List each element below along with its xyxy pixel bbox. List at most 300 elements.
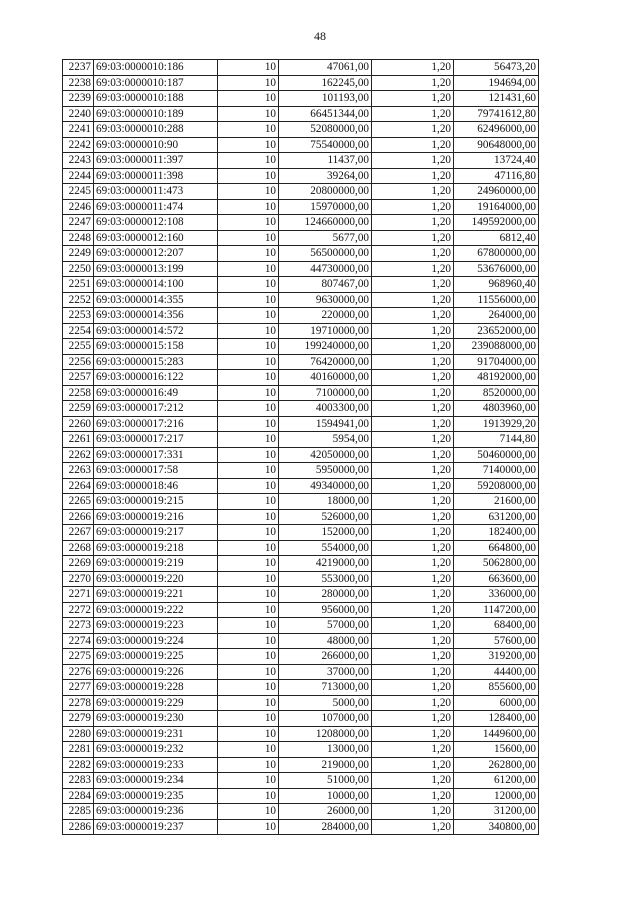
cadastral-value-cell: 19710000,00: [279, 323, 372, 339]
row-number-cell: 2268: [63, 540, 94, 556]
row-number-cell: 2274: [63, 633, 94, 649]
cadastral-value-cell: 713000,00: [279, 680, 372, 696]
cadastral-number-cell: 69:03:0000014:356: [94, 308, 218, 324]
table-row: [63, 308, 539, 324]
table-row: [63, 153, 539, 169]
result-value-cell: 31200,00: [454, 804, 539, 820]
cadastral-number-cell: 69:03:0000019:236: [94, 804, 218, 820]
table-row: [63, 385, 539, 401]
row-number-cell: 2282: [63, 757, 94, 773]
result-value-cell: 340800,00: [454, 819, 539, 835]
cadastral-number-cell: 69:03:0000019:221: [94, 587, 218, 603]
table-row: [63, 184, 539, 200]
coefficient-cell: 1,20: [372, 308, 454, 324]
table-row: [63, 339, 539, 355]
cadastral-value-cell: 5950000,00: [279, 463, 372, 479]
code-cell: 10: [218, 246, 279, 262]
coefficient-cell: 1,20: [372, 153, 454, 169]
coefficient-cell: 1,20: [372, 773, 454, 789]
cadastral-value-cell: 526000,00: [279, 509, 372, 525]
result-value-cell: 262800,00: [454, 757, 539, 773]
code-cell: 10: [218, 153, 279, 169]
cadastral-value-cell: 5954,00: [279, 432, 372, 448]
table-row: [63, 819, 539, 835]
cadastral-value-cell: 4003300,00: [279, 401, 372, 417]
row-number-cell: 2241: [63, 122, 94, 138]
coefficient-cell: 1,20: [372, 339, 454, 355]
table-row: [63, 246, 539, 262]
table-row: [63, 230, 539, 246]
code-cell: 10: [218, 184, 279, 200]
code-cell: 10: [218, 649, 279, 665]
coefficient-cell: 1,20: [372, 509, 454, 525]
coefficient-cell: 1,20: [372, 463, 454, 479]
cadastral-number-cell: 69:03:0000019:234: [94, 773, 218, 789]
row-number-cell: 2263: [63, 463, 94, 479]
result-value-cell: 11556000,00: [454, 292, 539, 308]
cadastral-value-cell: 26000,00: [279, 804, 372, 820]
result-value-cell: 7144,80: [454, 432, 539, 448]
coefficient-cell: 1,20: [372, 711, 454, 727]
coefficient-cell: 1,20: [372, 819, 454, 835]
coefficient-cell: 1,20: [372, 742, 454, 758]
cadastral-value-cell: 101193,00: [279, 91, 372, 107]
code-cell: 10: [218, 416, 279, 432]
code-cell: 10: [218, 401, 279, 417]
cadastral-number-cell: 69:03:0000010:188: [94, 91, 218, 107]
cadastral-value-cell: 1594941,00: [279, 416, 372, 432]
table-row: [63, 401, 539, 417]
result-value-cell: 15600,00: [454, 742, 539, 758]
row-number-cell: 2252: [63, 292, 94, 308]
cadastral-number-cell: 69:03:0000011:397: [94, 153, 218, 169]
row-number-cell: 2264: [63, 478, 94, 494]
cadastral-value-cell: 13000,00: [279, 742, 372, 758]
cadastral-value-cell: 49340000,00: [279, 478, 372, 494]
coefficient-cell: 1,20: [372, 199, 454, 215]
cadastral-number-cell: 69:03:0000019:231: [94, 726, 218, 742]
row-number-cell: 2248: [63, 230, 94, 246]
row-number-cell: 2271: [63, 587, 94, 603]
table-row: [63, 122, 539, 138]
code-cell: 10: [218, 618, 279, 634]
cadastral-number-cell: 69:03:0000013:199: [94, 261, 218, 277]
cadastral-number-cell: 69:03:0000017:58: [94, 463, 218, 479]
coefficient-cell: 1,20: [372, 649, 454, 665]
table-row: [63, 416, 539, 432]
cadastral-value-cell: 9630000,00: [279, 292, 372, 308]
coefficient-cell: 1,20: [372, 416, 454, 432]
result-value-cell: 4803960,00: [454, 401, 539, 417]
code-cell: 10: [218, 292, 279, 308]
coefficient-cell: 1,20: [372, 91, 454, 107]
code-cell: 10: [218, 478, 279, 494]
row-number-cell: 2242: [63, 137, 94, 153]
row-number-cell: 2281: [63, 742, 94, 758]
cadastral-number-cell: 69:03:0000011:473: [94, 184, 218, 200]
code-cell: 10: [218, 804, 279, 820]
cadastral-value-cell: 4219000,00: [279, 556, 372, 572]
cadastral-value-cell: 219000,00: [279, 757, 372, 773]
result-value-cell: 7140000,00: [454, 463, 539, 479]
result-value-cell: 21600,00: [454, 494, 539, 510]
coefficient-cell: 1,20: [372, 277, 454, 293]
table-row: [63, 664, 539, 680]
result-value-cell: 1147200,00: [454, 602, 539, 618]
code-cell: 10: [218, 432, 279, 448]
coefficient-cell: 1,20: [372, 757, 454, 773]
row-number-cell: 2247: [63, 215, 94, 231]
table-row: [63, 711, 539, 727]
code-cell: 10: [218, 525, 279, 541]
cadastral-number-cell: 69:03:0000019:228: [94, 680, 218, 696]
row-number-cell: 2272: [63, 602, 94, 618]
result-value-cell: 53676000,00: [454, 261, 539, 277]
cadastral-number-cell: 69:03:0000011:474: [94, 199, 218, 215]
cadastral-number-cell: 69:03:0000010:186: [94, 60, 218, 76]
cadastral-value-cell: 107000,00: [279, 711, 372, 727]
coefficient-cell: 1,20: [372, 633, 454, 649]
table-row: [63, 540, 539, 556]
coefficient-cell: 1,20: [372, 587, 454, 603]
cadastral-value-table: [62, 59, 539, 835]
table-row: [63, 323, 539, 339]
row-number-cell: 2243: [63, 153, 94, 169]
cadastral-value-cell: 7100000,00: [279, 385, 372, 401]
table-row: [63, 633, 539, 649]
cadastral-value-cell: 75540000,00: [279, 137, 372, 153]
cadastral-number-cell: 69:03:0000019:218: [94, 540, 218, 556]
code-cell: 10: [218, 354, 279, 370]
cadastral-value-cell: 47061,00: [279, 60, 372, 76]
row-number-cell: 2276: [63, 664, 94, 680]
cadastral-number-cell: 69:03:0000019:219: [94, 556, 218, 572]
cadastral-value-cell: 51000,00: [279, 773, 372, 789]
table-row: [63, 463, 539, 479]
row-number-cell: 2283: [63, 773, 94, 789]
row-number-cell: 2265: [63, 494, 94, 510]
code-cell: 10: [218, 571, 279, 587]
cadastral-value-cell: 199240000,00: [279, 339, 372, 355]
code-cell: 10: [218, 308, 279, 324]
cadastral-number-cell: 69:03:0000019:220: [94, 571, 218, 587]
row-number-cell: 2254: [63, 323, 94, 339]
result-value-cell: 968960,40: [454, 277, 539, 293]
cadastral-number-cell: 69:03:0000016:122: [94, 370, 218, 386]
cadastral-value-cell: 5677,00: [279, 230, 372, 246]
cadastral-number-cell: 69:03:0000017:331: [94, 447, 218, 463]
code-cell: 10: [218, 385, 279, 401]
table-row: [63, 370, 539, 386]
result-value-cell: 121431,60: [454, 91, 539, 107]
coefficient-cell: 1,20: [372, 230, 454, 246]
row-number-cell: 2275: [63, 649, 94, 665]
row-number-cell: 2280: [63, 726, 94, 742]
cadastral-number-cell: 69:03:0000010:288: [94, 122, 218, 138]
table-row: [63, 695, 539, 711]
table-row: [63, 742, 539, 758]
code-cell: 10: [218, 339, 279, 355]
result-value-cell: 663600,00: [454, 571, 539, 587]
coefficient-cell: 1,20: [372, 680, 454, 696]
result-value-cell: 57600,00: [454, 633, 539, 649]
cadastral-value-cell: 44730000,00: [279, 261, 372, 277]
cadastral-value-cell: 956000,00: [279, 602, 372, 618]
code-cell: 10: [218, 540, 279, 556]
coefficient-cell: 1,20: [372, 246, 454, 262]
result-value-cell: 8520000,00: [454, 385, 539, 401]
row-number-cell: 2245: [63, 184, 94, 200]
coefficient-cell: 1,20: [372, 261, 454, 277]
table-row: [63, 261, 539, 277]
result-value-cell: 319200,00: [454, 649, 539, 665]
table-row: [63, 432, 539, 448]
row-number-cell: 2277: [63, 680, 94, 696]
result-value-cell: 194694,00: [454, 75, 539, 91]
result-value-cell: 90648000,00: [454, 137, 539, 153]
row-number-cell: 2257: [63, 370, 94, 386]
result-value-cell: 1913929,20: [454, 416, 539, 432]
cadastral-number-cell: 69:03:0000019:235: [94, 788, 218, 804]
table-row: [63, 788, 539, 804]
cadastral-value-cell: 48000,00: [279, 633, 372, 649]
table-row: [63, 494, 539, 510]
row-number-cell: 2239: [63, 91, 94, 107]
coefficient-cell: 1,20: [372, 385, 454, 401]
coefficient-cell: 1,20: [372, 215, 454, 231]
cadastral-value-cell: 18000,00: [279, 494, 372, 510]
code-cell: 10: [218, 122, 279, 138]
coefficient-cell: 1,20: [372, 447, 454, 463]
cadastral-number-cell: 69:03:0000011:398: [94, 168, 218, 184]
cadastral-value-cell: 5000,00: [279, 695, 372, 711]
cadastral-number-cell: 69:03:0000019:215: [94, 494, 218, 510]
cadastral-value-cell: 20800000,00: [279, 184, 372, 200]
table-row: [63, 354, 539, 370]
coefficient-cell: 1,20: [372, 168, 454, 184]
cadastral-value-cell: 220000,00: [279, 308, 372, 324]
row-number-cell: 2262: [63, 447, 94, 463]
row-number-cell: 2256: [63, 354, 94, 370]
row-number-cell: 2255: [63, 339, 94, 355]
cadastral-number-cell: 69:03:0000010:189: [94, 106, 218, 122]
code-cell: 10: [218, 726, 279, 742]
result-value-cell: 23652000,00: [454, 323, 539, 339]
code-cell: 10: [218, 494, 279, 510]
result-value-cell: 91704000,00: [454, 354, 539, 370]
coefficient-cell: 1,20: [372, 292, 454, 308]
coefficient-cell: 1,20: [372, 60, 454, 76]
cadastral-value-cell: 807467,00: [279, 277, 372, 293]
coefficient-cell: 1,20: [372, 695, 454, 711]
coefficient-cell: 1,20: [372, 602, 454, 618]
coefficient-cell: 1,20: [372, 122, 454, 138]
cadastral-number-cell: 69:03:0000019:232: [94, 742, 218, 758]
cadastral-value-cell: 56500000,00: [279, 246, 372, 262]
table-row: [63, 292, 539, 308]
table-body: [63, 60, 539, 835]
cadastral-value-cell: 1208000,00: [279, 726, 372, 742]
result-value-cell: 13724,40: [454, 153, 539, 169]
row-number-cell: 2286: [63, 819, 94, 835]
row-number-cell: 2250: [63, 261, 94, 277]
cadastral-number-cell: 69:03:0000012:160: [94, 230, 218, 246]
result-value-cell: 44400,00: [454, 664, 539, 680]
cadastral-number-cell: 69:03:0000019:230: [94, 711, 218, 727]
code-cell: 10: [218, 106, 279, 122]
cadastral-value-cell: 152000,00: [279, 525, 372, 541]
cadastral-number-cell: 69:03:0000016:49: [94, 385, 218, 401]
code-cell: 10: [218, 509, 279, 525]
cadastral-number-cell: 69:03:0000019:229: [94, 695, 218, 711]
cadastral-value-cell: 11437,00: [279, 153, 372, 169]
coefficient-cell: 1,20: [372, 804, 454, 820]
code-cell: 10: [218, 199, 279, 215]
cadastral-value-cell: 37000,00: [279, 664, 372, 680]
table-row: [63, 60, 539, 76]
result-value-cell: 79741612,80: [454, 106, 539, 122]
code-cell: 10: [218, 757, 279, 773]
coefficient-cell: 1,20: [372, 106, 454, 122]
cadastral-number-cell: 69:03:0000015:158: [94, 339, 218, 355]
row-number-cell: 2279: [63, 711, 94, 727]
coefficient-cell: 1,20: [372, 571, 454, 587]
code-cell: 10: [218, 447, 279, 463]
code-cell: 10: [218, 277, 279, 293]
coefficient-cell: 1,20: [372, 370, 454, 386]
code-cell: 10: [218, 230, 279, 246]
row-number-cell: 2266: [63, 509, 94, 525]
result-value-cell: 336000,00: [454, 587, 539, 603]
table-row: [63, 649, 539, 665]
row-number-cell: 2261: [63, 432, 94, 448]
code-cell: 10: [218, 91, 279, 107]
table-row: [63, 804, 539, 820]
table-row: [63, 556, 539, 572]
cadastral-number-cell: 69:03:0000019:224: [94, 633, 218, 649]
row-number-cell: 2267: [63, 525, 94, 541]
table-row: [63, 757, 539, 773]
row-number-cell: 2259: [63, 401, 94, 417]
page-number: 48: [314, 29, 326, 43]
row-number-cell: 2238: [63, 75, 94, 91]
coefficient-cell: 1,20: [372, 525, 454, 541]
cadastral-value-cell: 40160000,00: [279, 370, 372, 386]
row-number-cell: 2253: [63, 308, 94, 324]
cadastral-number-cell: 69:03:0000014:355: [94, 292, 218, 308]
cadastral-number-cell: 69:03:0000019:226: [94, 664, 218, 680]
code-cell: 10: [218, 137, 279, 153]
row-number-cell: 2273: [63, 618, 94, 634]
table-row: [63, 168, 539, 184]
code-cell: 10: [218, 370, 279, 386]
row-number-cell: 2285: [63, 804, 94, 820]
cadastral-value-cell: 15970000,00: [279, 199, 372, 215]
result-value-cell: 59208000,00: [454, 478, 539, 494]
row-number-cell: 2240: [63, 106, 94, 122]
coefficient-cell: 1,20: [372, 184, 454, 200]
coefficient-cell: 1,20: [372, 494, 454, 510]
cadastral-value-cell: 52080000,00: [279, 122, 372, 138]
row-number-cell: 2258: [63, 385, 94, 401]
cadastral-number-cell: 69:03:0000018:46: [94, 478, 218, 494]
cadastral-value-cell: 10000,00: [279, 788, 372, 804]
row-number-cell: 2251: [63, 277, 94, 293]
result-value-cell: 68400,00: [454, 618, 539, 634]
row-number-cell: 2249: [63, 246, 94, 262]
result-value-cell: 50460000,00: [454, 447, 539, 463]
cadastral-number-cell: 69:03:0000019:216: [94, 509, 218, 525]
cadastral-number-cell: 69:03:0000017:212: [94, 401, 218, 417]
code-cell: 10: [218, 819, 279, 835]
result-value-cell: 631200,00: [454, 509, 539, 525]
result-value-cell: 61200,00: [454, 773, 539, 789]
table-row: [63, 587, 539, 603]
code-cell: 10: [218, 215, 279, 231]
table-row: [63, 726, 539, 742]
code-cell: 10: [218, 261, 279, 277]
row-number-cell: 2269: [63, 556, 94, 572]
code-cell: 10: [218, 168, 279, 184]
cadastral-value-cell: 162245,00: [279, 75, 372, 91]
cadastral-number-cell: 69:03:0000019:225: [94, 649, 218, 665]
result-value-cell: 48192000,00: [454, 370, 539, 386]
table-row: [63, 91, 539, 107]
result-value-cell: 6000,00: [454, 695, 539, 711]
cadastral-number-cell: 69:03:0000012:108: [94, 215, 218, 231]
cadastral-value-cell: 39264,00: [279, 168, 372, 184]
result-value-cell: 239088000,00: [454, 339, 539, 355]
code-cell: 10: [218, 463, 279, 479]
coefficient-cell: 1,20: [372, 401, 454, 417]
table-row: [63, 571, 539, 587]
table-row: [63, 602, 539, 618]
code-cell: 10: [218, 633, 279, 649]
cadastral-number-cell: 69:03:0000012:207: [94, 246, 218, 262]
table-row: [63, 106, 539, 122]
table-row: [63, 773, 539, 789]
row-number-cell: 2278: [63, 695, 94, 711]
row-number-cell: 2284: [63, 788, 94, 804]
cadastral-number-cell: 69:03:0000015:283: [94, 354, 218, 370]
cadastral-number-cell: 69:03:0000019:223: [94, 618, 218, 634]
coefficient-cell: 1,20: [372, 788, 454, 804]
coefficient-cell: 1,20: [372, 618, 454, 634]
cadastral-value-cell: 554000,00: [279, 540, 372, 556]
table-row: [63, 199, 539, 215]
result-value-cell: 56473,20: [454, 60, 539, 76]
table-row: [63, 525, 539, 541]
table-row: [63, 509, 539, 525]
code-cell: 10: [218, 602, 279, 618]
code-cell: 10: [218, 711, 279, 727]
code-cell: 10: [218, 695, 279, 711]
cadastral-value-cell: 280000,00: [279, 587, 372, 603]
cadastral-value-cell: 42050000,00: [279, 447, 372, 463]
result-value-cell: 47116,80: [454, 168, 539, 184]
code-cell: 10: [218, 556, 279, 572]
cadastral-number-cell: 69:03:0000014:100: [94, 277, 218, 293]
cadastral-value-cell: 57000,00: [279, 618, 372, 634]
result-value-cell: 664800,00: [454, 540, 539, 556]
coefficient-cell: 1,20: [372, 137, 454, 153]
table-row: [63, 277, 539, 293]
cadastral-value-cell: 76420000,00: [279, 354, 372, 370]
code-cell: 10: [218, 323, 279, 339]
result-value-cell: 19164000,00: [454, 199, 539, 215]
result-value-cell: 855600,00: [454, 680, 539, 696]
cadastral-value-cell: 284000,00: [279, 819, 372, 835]
